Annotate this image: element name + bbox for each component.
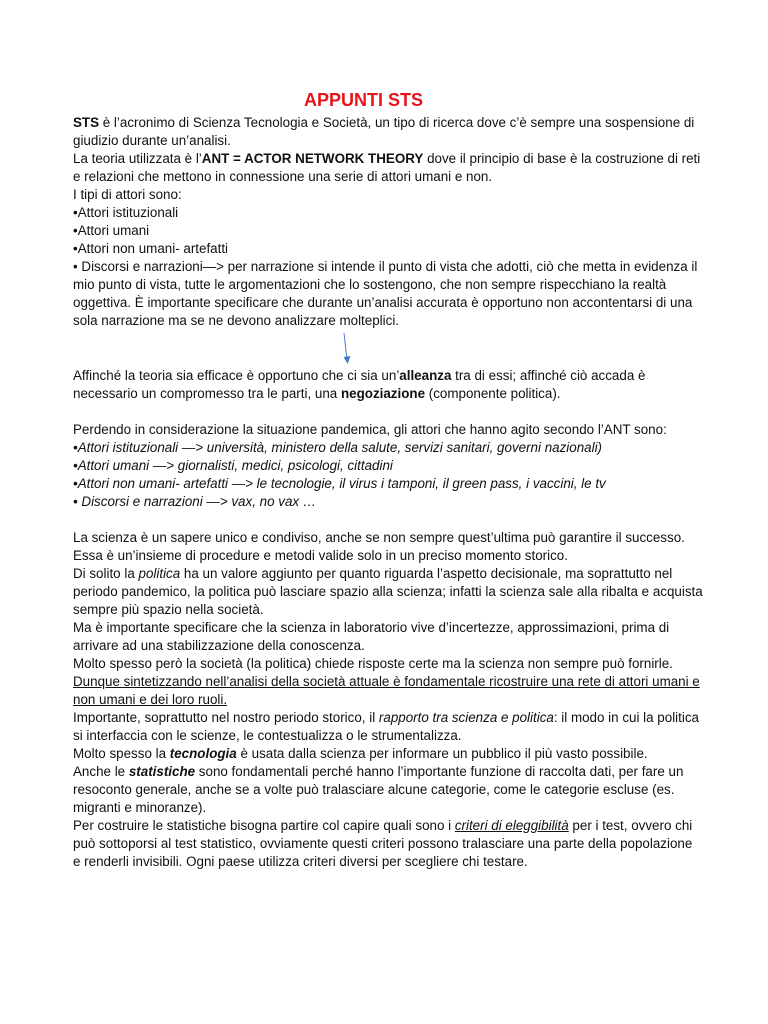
criteria-text-1: Per costruire le statistiche bisogna partire col capire quali sono i xyxy=(73,818,455,833)
list-item xyxy=(73,457,703,475)
uncertainty-paragraph: Ma è importante specificare che la scienza in laboratorio vive d’incertezze, approssimazioni, prima di arrivare ad una stabilizzazione della conoscenza. xyxy=(73,620,670,653)
statistics-term: statistiche xyxy=(128,764,196,779)
list-item-text: •Attori umani —> giornalisti, medici, psicologi, cittadini xyxy=(73,458,393,473)
negotiation-term: negoziazione xyxy=(340,386,426,401)
politics-text-2: ha un valore aggiunto per quanto riguarda l’aspetto decisionale, ma soprattutto nel periodo pandemico, la politica può lasciare spazio alla scienza; infatti la scienza sale alla ribalta e acquista sempre più spazio nella società. xyxy=(73,566,703,617)
technology-text-1: Molto spesso la xyxy=(73,746,170,761)
list-item: •Attori non umani- artefatti xyxy=(73,241,229,256)
spacer xyxy=(73,511,703,529)
document-page xyxy=(73,88,703,871)
criteria-paragraph xyxy=(73,817,703,871)
alliance-text-3: (componente politica). xyxy=(425,386,561,401)
list-item-text: •Attori non umani- artefatti —> le tecnologie, il virus i tamponi, il green pass, i vaccini, le tv xyxy=(73,476,606,491)
statistics-text-2: sono fondamentali perché hanno l’importante funzione di raccolta dati, per fare un resoconto generale, anche se a volte può tralasciare alcune categorie, come le categorie escluse (es. migranti e minoranze). xyxy=(73,764,684,815)
politics-text-1: Di solito la xyxy=(73,566,139,581)
document-title: APPUNTI STS xyxy=(304,90,424,110)
statistics-text-1: Anche le xyxy=(73,764,129,779)
summary-paragraph: Dunque sintetizzando nell’analisi della società attuale è fondamentale ricostruire una rete di attori umani e non umani e dei loro ruoli. xyxy=(73,674,700,707)
statistics-paragraph xyxy=(73,763,703,817)
technology-term: tecnologia xyxy=(169,746,237,761)
relationship-term: rapporto tra scienza e politica xyxy=(378,710,554,725)
ant-paragraph xyxy=(73,150,703,186)
ant-text-1: La teoria utilizzata è l’ xyxy=(73,151,202,166)
politics-paragraph xyxy=(73,565,703,619)
alliance-term: alleanza xyxy=(399,368,452,383)
sts-term: STS xyxy=(73,115,100,130)
pandemic-paragraph: Perdendo in considerazione la situazione pandemica, gli attori che hanno agito secondo l’ANT sono: xyxy=(73,422,667,437)
intro-text: è l’acronimo di Scienza Tecnologia e Società, un tipo di ricerca dove c’è sempre una sospensione di giudizio durante un’analisi. xyxy=(73,115,695,148)
technology-paragraph xyxy=(73,745,703,763)
list-item: •Attori istituzionali xyxy=(73,205,179,220)
intro-paragraph xyxy=(73,114,703,150)
relationship-paragraph xyxy=(73,709,703,745)
list-item xyxy=(73,493,703,511)
actor-types-heading: I tipi di attori sono: xyxy=(73,187,182,202)
politics-term: politica xyxy=(138,566,181,581)
list-item xyxy=(73,439,703,457)
alliance-text-1: Affinché la teoria sia efficace è opportuno che ci sia un’ xyxy=(73,368,400,383)
society-paragraph: Molto spesso però la società (la politica) chiede risposte certe ma la scienza non sempre può fornirle. xyxy=(73,656,673,671)
list-item-text: •Attori istituzionali —> università, ministero della salute, servizi sanitari, governi nazionali) xyxy=(73,440,603,455)
technology-text-2: è usata dalla scienza per informare un pubblico il più vasto possibile. xyxy=(236,746,648,761)
ant-term: ANT = ACTOR NETWORK THEORY xyxy=(201,151,424,166)
criteria-text-2: per i test, ovvero chi può sottoporsi al test statistico, ovviamente questi criteri possono tralasciare una parte della popolazione e renderli invisibili. Ogni paese utilizza criteri diversi per scegliere chi testare. xyxy=(73,818,693,869)
list-item: •Attori umani xyxy=(73,223,150,238)
list-item xyxy=(73,475,703,493)
relationship-text-2: : il modo in cui la politica si interfaccia con le scienze, le contestualizza o le strumentalizza. xyxy=(73,710,699,743)
narrations-paragraph: • Discorsi e narrazioni—> per narrazione si intende il punto di vista che adotti, ciò che metta in evidenza il mio punto di vista, tutte le argomentazioni che lo sostengono, che non sempre rispecchiano la realtà oggettiva. È importante specificare che durante un’analisi accurata è opportuno non accontentarsi di una sola narrazione ma se ne devono analizzare molteplici. xyxy=(73,259,698,328)
down-arrow-icon xyxy=(339,330,355,367)
relationship-text-1: Importante, soprattutto nel nostro periodo storico, il xyxy=(73,710,379,725)
criteria-term: criteri di eleggibilità xyxy=(454,818,569,833)
list-item-text: • Discorsi e narrazioni —> vax, no vax … xyxy=(73,494,317,509)
spacer xyxy=(73,403,703,421)
alliance-paragraph xyxy=(73,367,703,403)
arrow-row xyxy=(73,330,703,367)
ant-text-2: dove il principio di base è la costruzione di reti e relazioni che mettono in connessione una serie di attori umani e non. xyxy=(73,151,701,184)
science-paragraph: La scienza è un sapere unico e condiviso, anche se non sempre quest’ultima può garantire il successo. Essa è un’insieme di procedure e metodi valide solo in un preciso momento storico. xyxy=(73,530,685,563)
alliance-text-2: tra di essi; affinché ciò accada è necessario un compromesso tra le parti, una xyxy=(73,368,646,401)
